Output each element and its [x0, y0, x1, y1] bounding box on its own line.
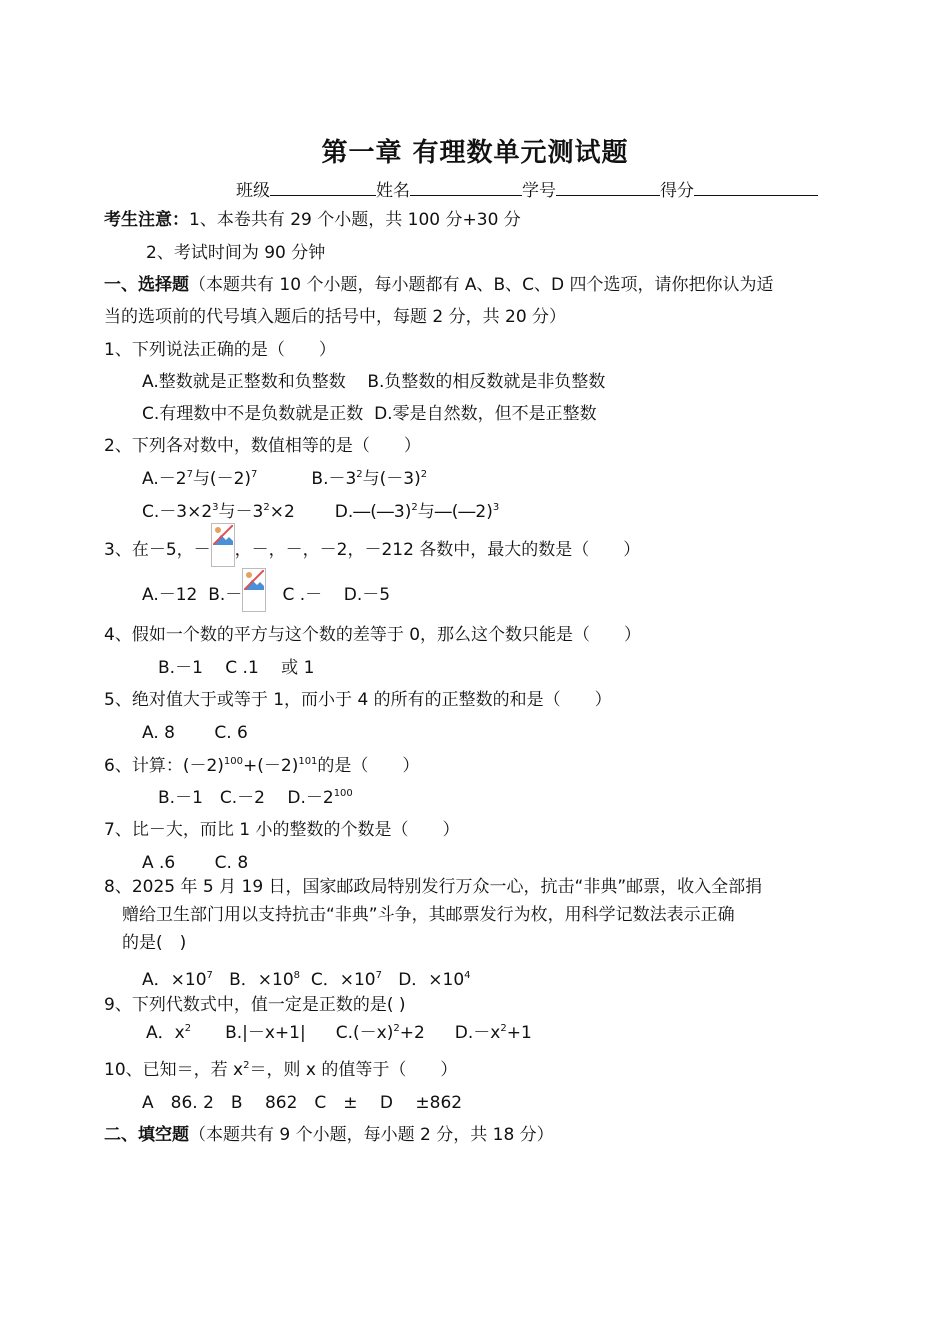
q2-stem: 2、下列各对数中，数值相等的是（ ） [104, 436, 421, 456]
q3-stem [104, 533, 640, 567]
q8-line-2: 赠给卫生部门用以支持抗击“非典”斗争，其邮票发行为枚，用科学记数法表示正确 [122, 905, 735, 925]
section1-header [104, 273, 774, 297]
id-label: 学号 [522, 181, 556, 201]
q2-b-mid: 与(－3) [362, 469, 421, 489]
q9-option-b: B.|－x+1| [225, 1023, 306, 1043]
q2-c-mid: 与－3 [218, 502, 264, 522]
q6-stem [104, 754, 419, 778]
q8-option-d: D．×10 [398, 970, 465, 990]
q2-c-exp2: 2 [263, 502, 270, 513]
q6-options [158, 786, 353, 810]
q6-stem-post: 的是（ ） [317, 756, 420, 776]
section1-heading: 一、选择题 [104, 275, 189, 295]
broken-image-icon [242, 568, 266, 612]
q9-option-c [336, 1023, 425, 1043]
q9-d-exp: 2 [500, 1023, 507, 1034]
q2-d-base: D.―(―3) [334, 502, 412, 522]
q1-options-ab [142, 370, 605, 394]
q2-c-post: ×2 [269, 502, 295, 522]
q8-d-exp: 4 [464, 970, 471, 981]
q9-option-a: A．x [146, 1023, 185, 1043]
q10-options: A 86. 2 B 862 C ± D ±862 [142, 1093, 463, 1113]
name-label: 姓名 [376, 181, 410, 201]
q2-a-exp1: 7 [186, 469, 193, 480]
q2-c-exp1: 3 [212, 502, 219, 513]
q1-option-d: D.零是自然数，但不是正整数 [374, 404, 597, 424]
q2-options-cd [142, 500, 499, 524]
score-blank [694, 177, 818, 196]
q6-stem-pre: 6、计算：(－2) [104, 756, 224, 776]
score-label: 得分 [660, 181, 694, 201]
q8-option-a: A．×10 [142, 970, 207, 990]
q2-d-exp1: 2 [411, 502, 418, 513]
q4-options: B.－1 C .1 或 1 [158, 658, 315, 678]
q7-stem: 7、比－大，而比 1 小的整数的个数是（ ） [104, 820, 460, 840]
class-blank [270, 177, 376, 196]
q8-options [142, 968, 471, 992]
student-info-row [236, 176, 818, 201]
q10-stem-pre: 10、已知＝，若 x [104, 1060, 244, 1080]
q2-options-ab [142, 467, 427, 491]
q1-option-a: A.整数就是正整数和负整数 [142, 372, 346, 392]
q9-d-post: +1 [506, 1023, 532, 1043]
q3-options [142, 578, 390, 612]
q2-a-exp2: 7 [251, 469, 258, 480]
q7-options: A .6 C. 8 [142, 853, 249, 873]
q9-c-base: C.(－x) [335, 1023, 394, 1043]
q8-option-c: C．×10 [310, 970, 376, 990]
section2-heading: 二、填空题 [104, 1125, 189, 1145]
q2-d-mid: 与―(―2) [417, 502, 493, 522]
q6-stem-mid: +(－2) [243, 756, 299, 776]
q9-c-post: +2 [399, 1023, 425, 1043]
q5-stem: 5、绝对值大于或等于 1，而小于 4 的所有的正整数的和是（ ） [104, 690, 612, 710]
page-title: 第一章 有理数单元测试题 [321, 138, 629, 168]
q1-stem: 1、下列说法正确的是（ ） [104, 340, 336, 360]
q9-a-exp: 2 [184, 1023, 192, 1034]
q9-c-exp: 2 [393, 1023, 400, 1034]
q2-d-exp2: 3 [492, 502, 500, 513]
q2-a-mid: 与(－2) [192, 469, 252, 489]
q8-line-1: 8、2025 年 5 月 19 日，国家邮政局特别发行万众一心，抗击“非典”邮票，收入全部捐 [104, 877, 763, 897]
q8-c-exp: 7 [375, 970, 382, 981]
section1-desc-2: 当的选项前的代号填入题后的括号中，每题 2 分，共 20 分） [104, 307, 567, 327]
q2-option-d [335, 502, 499, 522]
notice-line-1 [104, 208, 521, 232]
section2-desc: （本题共有 9 个小题，每小题 2 分，共 18 分） [189, 1125, 554, 1145]
q3-option-b: B.－ [208, 585, 243, 605]
q9-options [146, 1021, 532, 1045]
q2-option-c [142, 502, 295, 522]
q2-option-a [142, 469, 257, 489]
q2-a-base: A.－2 [142, 469, 187, 489]
q9-d-base: D.－x [454, 1023, 501, 1043]
q9-option-d [455, 1023, 532, 1043]
q8-a-exp: 7 [206, 970, 213, 981]
q2-b-exp2: 2 [420, 469, 428, 480]
q9-stem: 9、下列代数式中，值一定是正数的是( ) [104, 995, 406, 1015]
q3-option-a: A.－12 [142, 585, 198, 605]
q2-c-base: C.－3×2 [142, 502, 213, 522]
q2-b-base: B.－3 [311, 469, 357, 489]
q6-options-exp: 100 [333, 788, 353, 799]
q3-stem-post: ，－，－，－2，－212 各数中，最大的数是（ ） [234, 540, 641, 560]
notice-line-2: 2、考试时间为 90 分钟 [146, 243, 326, 263]
q2-option-b [311, 469, 427, 489]
q8-b-exp: 8 [293, 970, 301, 981]
notice-heading: 考生注意： [104, 210, 189, 230]
q3-option-d: D.－5 [343, 585, 391, 605]
q10-stem-post: ＝，则 x 的值等于（ ） [249, 1060, 458, 1080]
q5-options: A. 8 C. 6 [142, 723, 248, 743]
q6-exp2: 101 [298, 756, 318, 767]
q4-stem: 4、假如一个数的平方与这个数的差等于 0，那么这个数只能是（ ） [104, 625, 642, 645]
notice-text-1: 1、本卷共有 29 个小题，共 100 分+30 分 [189, 210, 521, 230]
q3-stem-pre: 3、在－5，－ [104, 540, 211, 560]
q1-option-c: C.有理数中不是负数就是正数 [142, 404, 364, 424]
q6-options-text: B.－1 C.－2 D.－2 [158, 788, 334, 808]
class-label: 班级 [236, 181, 270, 201]
q6-exp1: 100 [223, 756, 243, 767]
q10-stem [104, 1058, 457, 1082]
name-blank [410, 177, 522, 196]
q1-options-cd [142, 402, 597, 426]
q1-option-b: B.负整数的相反数就是非负整数 [367, 372, 606, 392]
broken-image-icon [211, 523, 235, 567]
q10-stem-exp: 2 [243, 1060, 250, 1071]
q8-line-3: 的是( ) [122, 933, 187, 953]
q3-option-c: C .－ [282, 585, 323, 605]
id-blank [556, 177, 660, 196]
section2-header [104, 1123, 554, 1147]
q2-b-exp1: 2 [356, 469, 363, 480]
q8-option-b: B．×10 [229, 970, 294, 990]
section1-desc-1: （本题共有 10 个小题，每小题都有 A、B、C、D 四个选项，请你把你认为适 [189, 275, 774, 295]
